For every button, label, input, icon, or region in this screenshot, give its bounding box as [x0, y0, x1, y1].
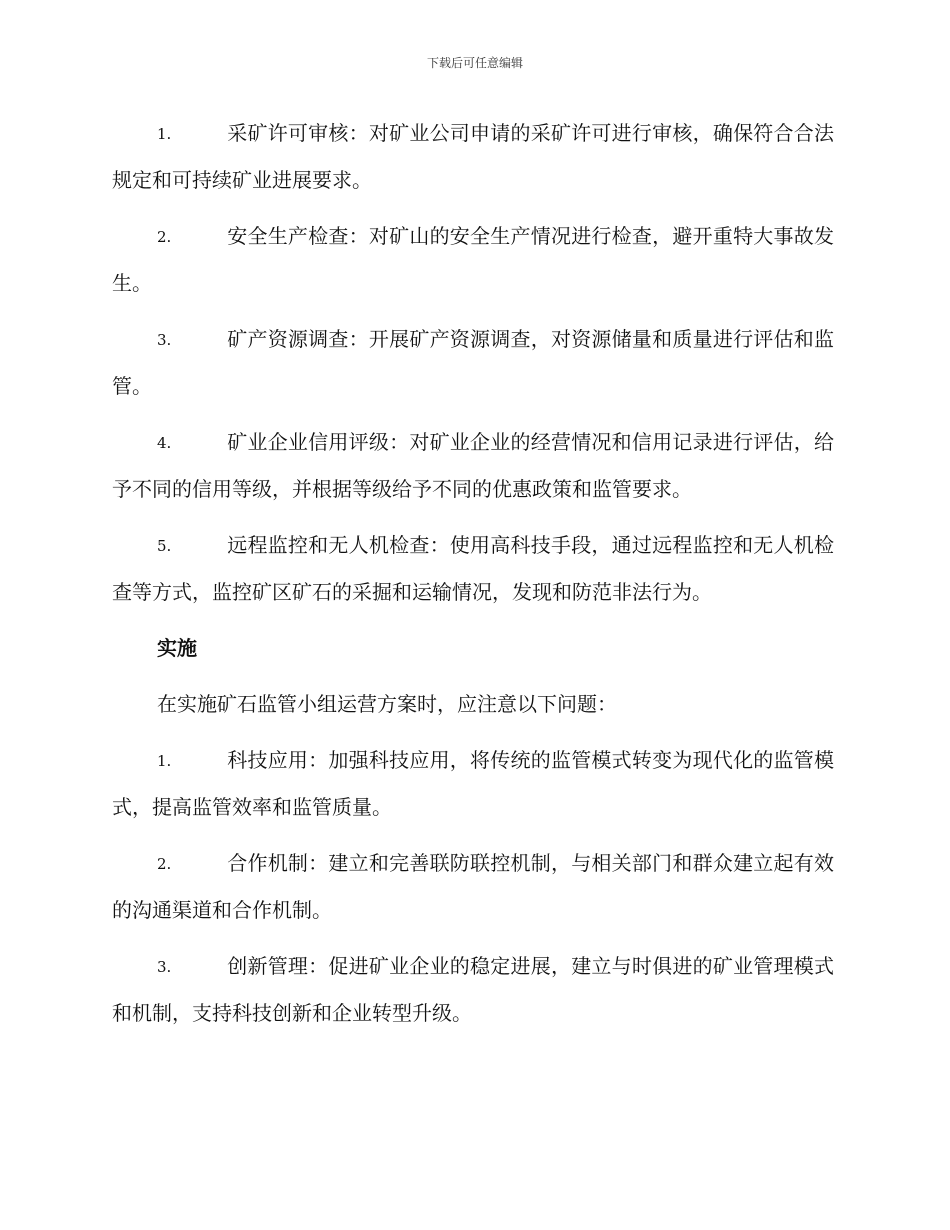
- item-text: 采矿许可审核：对矿业公司申请的采矿许可进行审核，确保符合合法规定和可持续矿业进展要求。: [112, 121, 834, 192]
- list-item: [112, 840, 834, 933]
- list-item: [112, 419, 834, 512]
- list-item: [112, 737, 834, 830]
- item-number: 1.: [157, 752, 172, 770]
- page-header: 下载后可任意编辑: [426, 56, 523, 70]
- item-text: 合作机制：建立和完善联防联控机制，与相关部门和群众建立起有效的沟通渠道和合作机制。: [112, 851, 834, 922]
- list-item: [112, 110, 834, 203]
- item-number: 4.: [157, 434, 172, 452]
- item-number: 5.: [157, 537, 172, 555]
- item-text: 远程监控和无人机检查：使用高科技手段，通过远程监控和无人机检查等方式，监控矿区矿石的采掘和运输情况，发现和防范非法行为。: [112, 533, 834, 604]
- item-number: 1.: [157, 125, 172, 143]
- item-text: 矿业企业信用评级：对矿业企业的经营情况和信用记录进行评估，给予不同的信用等级，并根据等级给予不同的优惠政策和监管要求。: [112, 430, 834, 501]
- item-number: 2.: [157, 228, 172, 246]
- list-item: [112, 522, 834, 615]
- section-heading: 实施: [157, 636, 197, 660]
- item-text: 矿产资源调查：开展矿产资源调查，对资源储量和质量进行评估和监管。: [112, 327, 834, 398]
- section-intro: 在实施矿石监管小组运营方案时，应注意以下问题：: [157, 692, 617, 716]
- item-number: 3.: [157, 331, 172, 349]
- item-number: 2.: [157, 855, 172, 873]
- list-item: [112, 316, 834, 409]
- list-item: [112, 213, 834, 306]
- item-text: 创新管理：促进矿业企业的稳定进展，建立与时俱进的矿业管理模式和机制，支持科技创新和企业转型升级。: [112, 954, 834, 1025]
- document-body: [112, 110, 834, 1046]
- item-text: 安全生产检查：对矿山的安全生产情况进行检查，避开重特大事故发生。: [112, 224, 834, 295]
- list-item: [112, 943, 834, 1036]
- item-text: 科技应用：加强科技应用，将传统的监管模式转变为现代化的监管模式，提高监管效率和监管质量。: [112, 748, 834, 819]
- item-number: 3.: [157, 958, 172, 976]
